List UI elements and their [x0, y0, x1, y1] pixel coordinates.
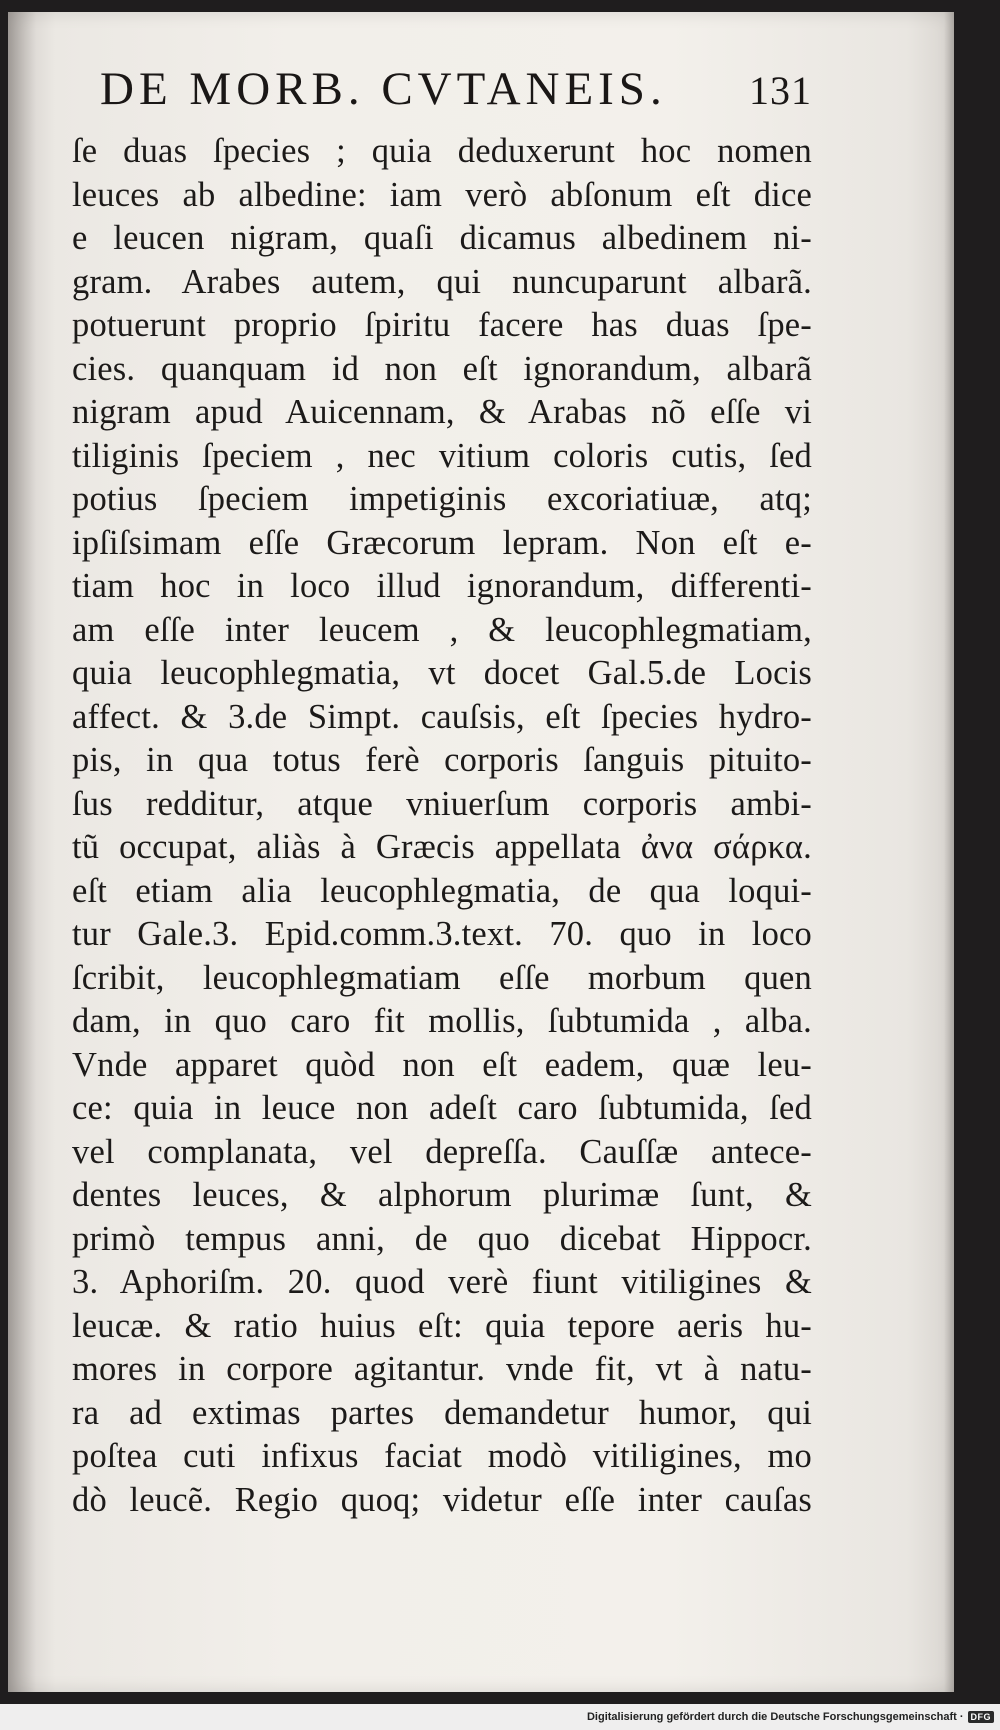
- text-line: ſe duas ſpecies ; quia deduxerunt hoc nomen: [72, 132, 812, 170]
- text-line: poſtea cuti infixus faciat modò vitiligines, mo: [72, 1437, 812, 1475]
- text-line: quia leucophlegmatia, vt docet Gal.5.de Locis: [72, 654, 812, 692]
- credit-text: Digitalisierung gefördert durch die Deutsche Forschungsgemeinschaft ·: [586, 1711, 964, 1723]
- text-line: eſt etiam alia leucophlegmatia, de qua loqui-: [72, 871, 812, 910]
- text-line: potuerunt proprio ſpiritu facere has duas ſpe-: [72, 306, 812, 344]
- running-head-title: DE MORB. CVTANEIS.: [100, 63, 667, 115]
- text-line: 3. Aphoriſm. 20. quod verè fiunt vitiligines &: [72, 1263, 812, 1301]
- text-line: potius ſpeciem impetiginis excoriatiuæ, atq;: [72, 480, 812, 518]
- page-edge: [944, 12, 954, 1692]
- text-line: ſus redditur, atque vniuerſum corporis ambi-: [72, 784, 812, 823]
- text-line: tũ occupat, aliàs à Græcis appellata ἀνα σάρκα.: [72, 828, 812, 866]
- running-head: [100, 62, 812, 120]
- text-line: tiliginis ſpeciem , nec vitium coloris cutis, ſed: [72, 436, 812, 475]
- page-number: 131: [749, 68, 812, 113]
- text-line: primò tempus anni, de quo dicebat Hippocr.: [72, 1219, 812, 1258]
- text-line: dò leucẽ. Regio quoq; videtur eſſe inter cauſas: [72, 1480, 812, 1519]
- book-page: [8, 12, 954, 1692]
- text-line: vel complanata, vel depreſſa. Cauſſæ antece-: [72, 1132, 812, 1171]
- text-line: tur Gale.3. Epid.comm.3.text. 70. quo in loco: [72, 915, 812, 953]
- digitization-credit: [587, 1708, 994, 1726]
- text-line: dam, in quo caro fit mollis, ſubtumida , alba.: [72, 1002, 812, 1040]
- dfg-logo: DFG: [968, 1711, 995, 1723]
- text-line: ce: quia in leuce non adeſt caro ſubtumida, ſed: [72, 1089, 812, 1127]
- text-line: Vnde apparet quòd non eſt eadem, quæ leu-: [72, 1045, 812, 1084]
- text-line: am eſſe inter leucem , & leucophlegmatiam,: [72, 610, 812, 649]
- text-line: mores in corpore agitantur. vnde fit, vt à natu-: [72, 1350, 812, 1388]
- text-line: cies. quanquam id non eſt ignorandum, albarã: [72, 349, 812, 388]
- text-line: ſcribit, leucophlegmatiam eſſe morbum quen: [72, 958, 812, 997]
- text-line: tiam hoc in loco illud ignorandum, differenti-: [72, 567, 812, 605]
- text-line: gram. Arabes autem, qui nuncuparunt albarã.: [72, 262, 812, 301]
- text-line: ra ad extimas partes demandetur humor, qui: [72, 1393, 812, 1432]
- text-line: leuces ab albedine: iam verò abſonum eſt dice: [72, 175, 812, 214]
- text-line: dentes leuces, & alphorum plurimæ ſunt, &: [72, 1176, 812, 1214]
- text-line: nigram apud Auicennam, & Arabas nõ eſſe vi: [72, 393, 812, 431]
- text-line: leucæ. & ratio huius eſt: quia tepore aeris hu-: [72, 1306, 812, 1345]
- text-line: e leucen nigram, quaſi dicamus albedinem ni-: [72, 219, 812, 257]
- text-line: ipſiſsimam eſſe Græcorum lepram. Non eſt e-: [72, 523, 812, 562]
- text-line: affect. & 3.de Simpt. cauſsis, eſt ſpecies hydro-: [72, 697, 812, 736]
- gutter-shadow: [8, 12, 36, 1692]
- text-line: pis, in qua totus ferè corporis ſanguis pituito-: [72, 741, 812, 779]
- body-text: [72, 130, 812, 1522]
